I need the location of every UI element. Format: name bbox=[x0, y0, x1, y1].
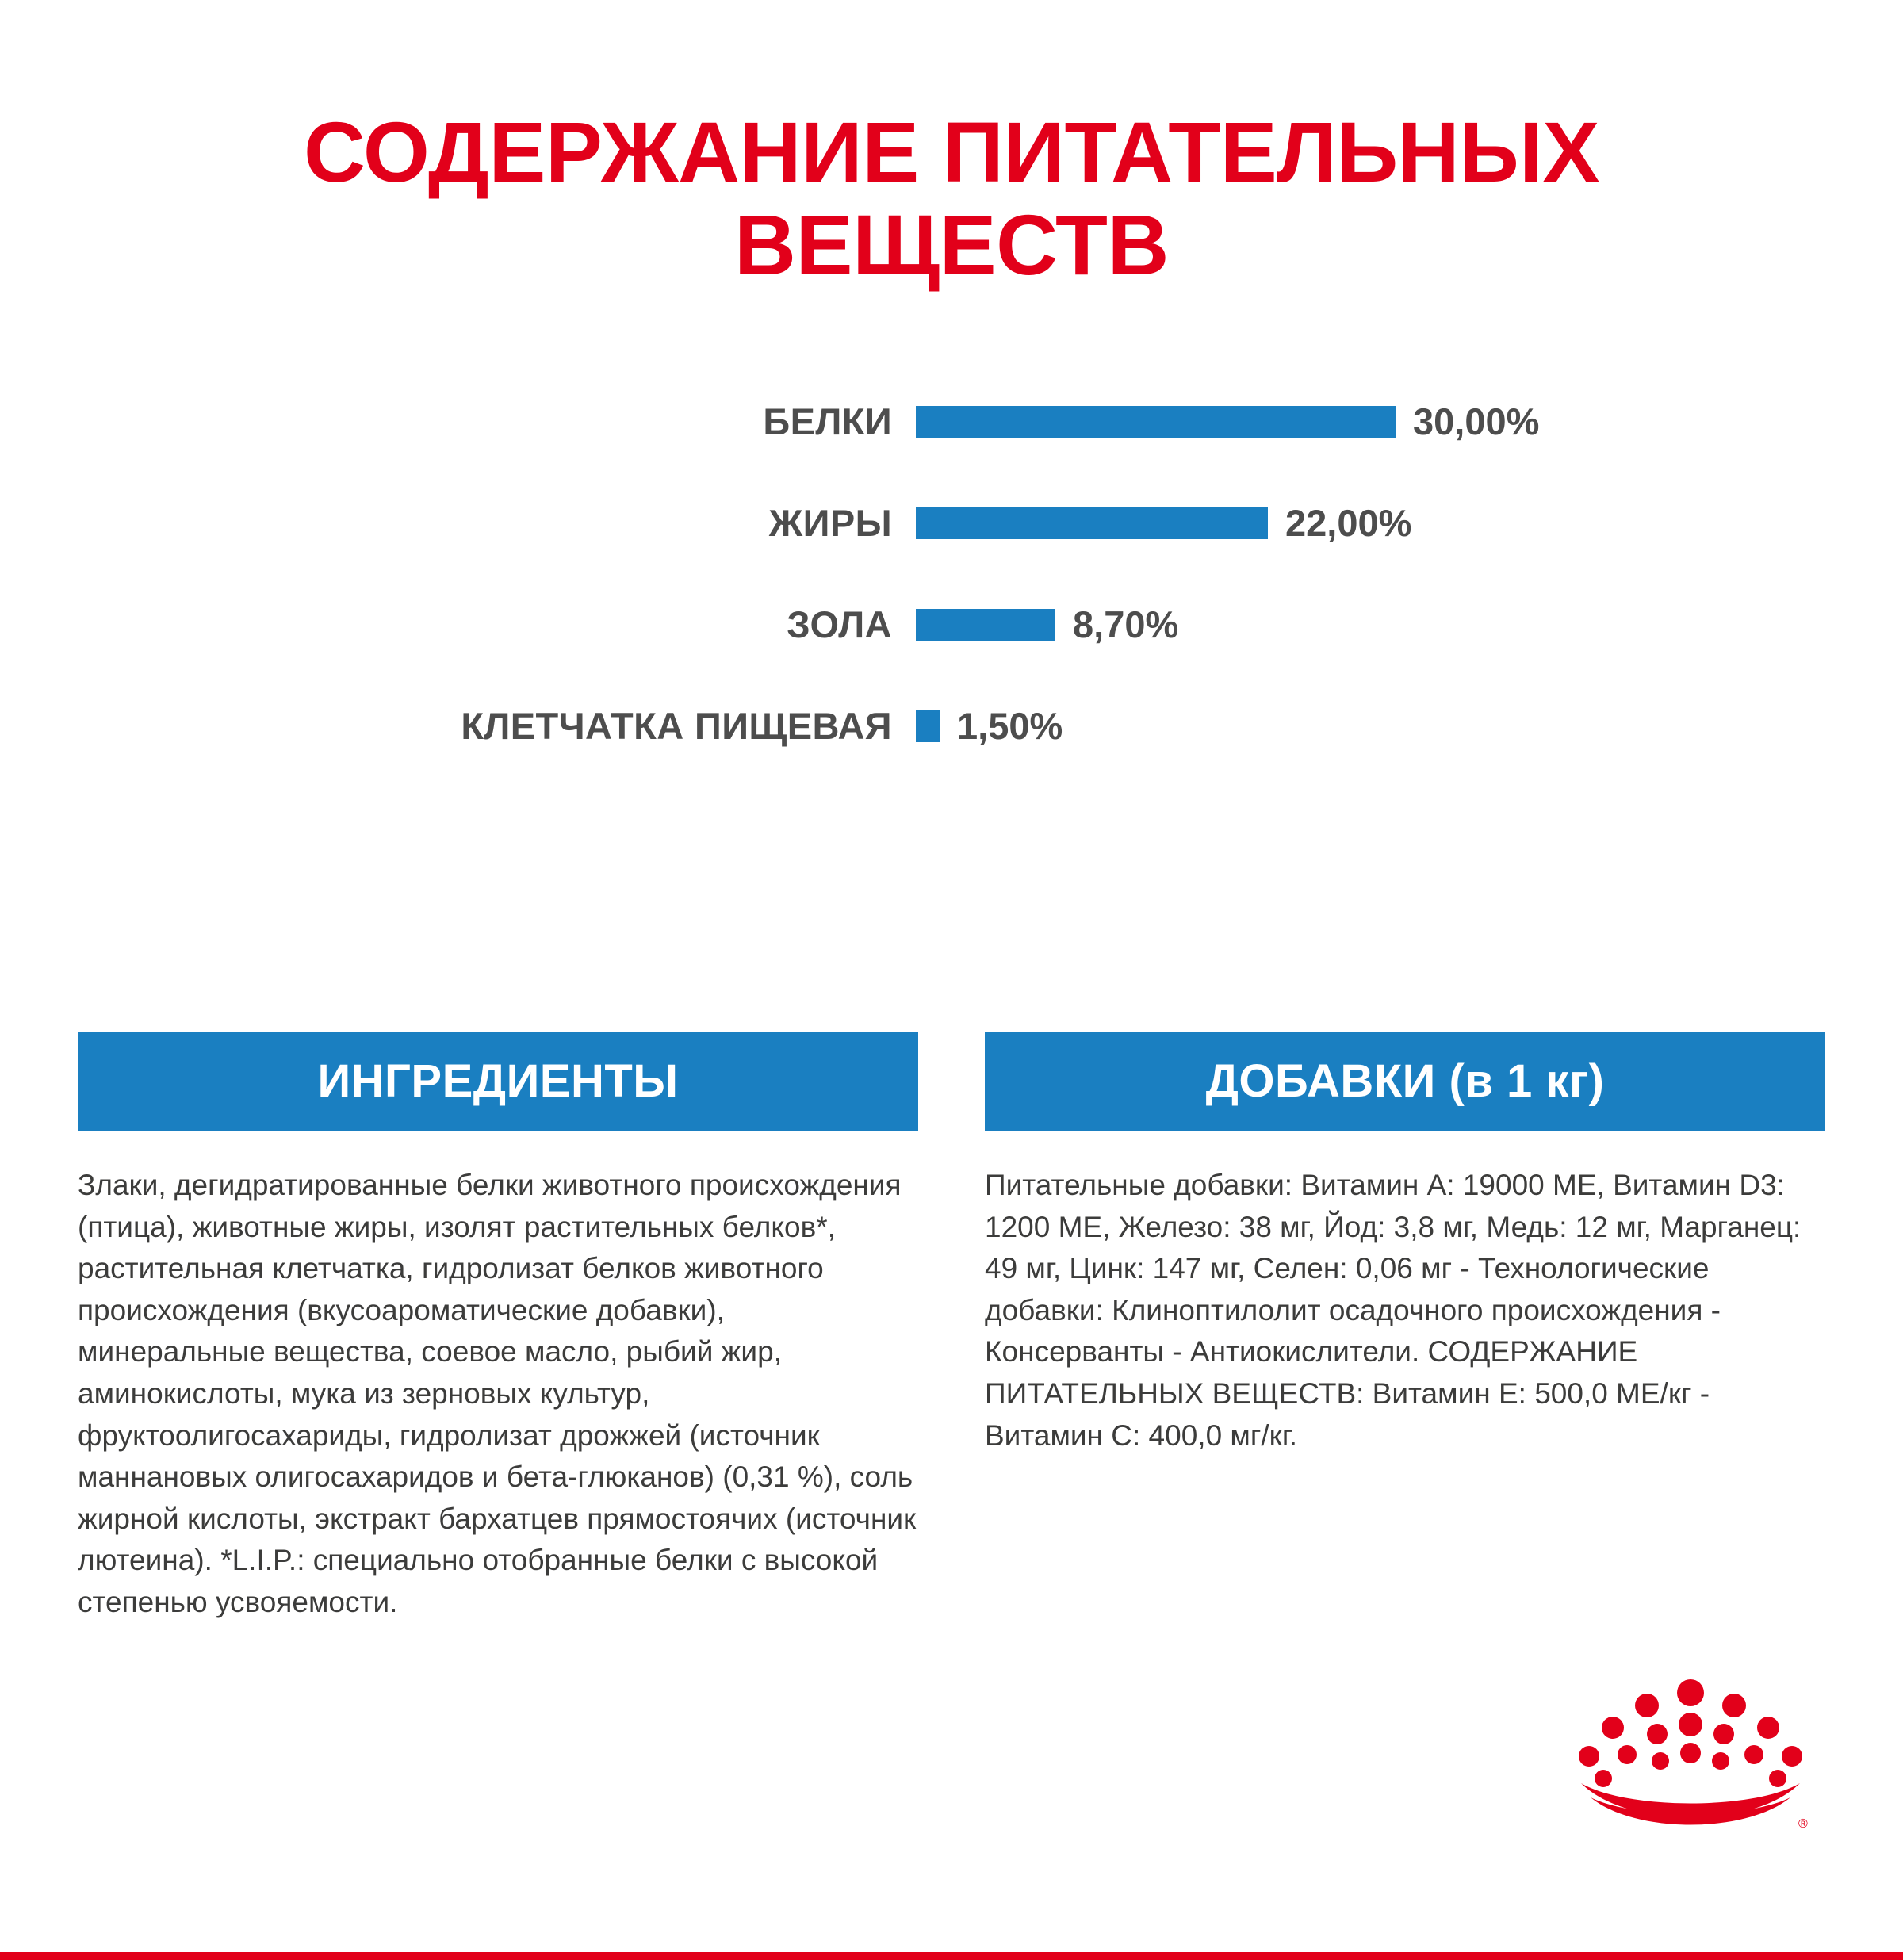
chart-value-ash: 8,70% bbox=[1073, 603, 1179, 646]
chart-label-ash: ЗОЛА bbox=[787, 603, 892, 646]
registered-mark: ® bbox=[1798, 1817, 1808, 1832]
additives-text: Питательные добавки: Витамин А: 19000 МЕ, Витамин D3: 1200 МЕ, Железо: 38 мг, Йод: 3,8 мг, Медь: 12 мг, Марганец: 49 мг, Цинк: 147 мг, Селен: 0,06 мг - Технологические добавки: Клиноптилолит осадочного происхождения - Консерванты - Антиокислители. СОДЕРЖАНИЕ ПИТАТЕЛЬНЫХ ВЕЩЕСТВ: Витамин Е: 500,0 МЕ/кг - Витамин С: 400,0 мг/кг. bbox=[985, 1169, 1802, 1452]
ingredients-body bbox=[78, 1165, 918, 1623]
page-title: СОДЕРЖАНИЕ ПИТАТЕЛЬНЫХ ВЕЩЕСТВ bbox=[304, 104, 1599, 293]
additives-column bbox=[985, 1032, 1825, 1623]
chart-label-fiber: КЛЕТЧАТКА ПИЩЕВАЯ bbox=[461, 705, 892, 748]
chart-label-protein: БЕЛКИ bbox=[763, 400, 892, 443]
chart-track bbox=[916, 400, 1903, 443]
additives-body bbox=[985, 1165, 1825, 1457]
chart-bar-ash bbox=[916, 609, 1055, 641]
additives-header: ДОБАВКИ (в 1 кг) bbox=[985, 1032, 1825, 1131]
chart-track bbox=[916, 603, 1903, 646]
chart-row bbox=[0, 676, 1903, 777]
ingredients-header: ИНГРЕДИЕНТЫ bbox=[78, 1032, 918, 1131]
info-columns bbox=[0, 1032, 1903, 1623]
nutrient-bar-chart bbox=[0, 371, 1903, 777]
chart-label-fat: ЖИРЫ bbox=[768, 502, 892, 545]
chart-row bbox=[0, 574, 1903, 676]
chart-value-fiber: 1,50% bbox=[957, 705, 1063, 748]
ingredients-column bbox=[78, 1032, 918, 1623]
bottom-red-rule bbox=[0, 1952, 1903, 1960]
chart-bar-fat bbox=[916, 507, 1268, 539]
chart-value-protein: 30,00% bbox=[1413, 400, 1540, 443]
chart-bar-fiber bbox=[916, 710, 940, 742]
chart-track bbox=[916, 501, 1903, 545]
chart-row bbox=[0, 473, 1903, 574]
chart-track bbox=[916, 704, 1903, 748]
royal-canin-logo bbox=[1572, 1679, 1809, 1837]
chart-bar-protein bbox=[916, 406, 1396, 438]
chart-row bbox=[0, 371, 1903, 473]
ingredients-text: Злаки, дегидратированные белки животного происхождения (птица), животные жиры, изолят растительных белков*, растительная клетчатка, гидролизат белков животного происхождения (вкусоароматические добавки), минеральные вещества, соевое масло, рыбий жир, аминокислоты, мука из зерновых культур, фруктоолигосахариды, гидролизат дрожжей (источник маннановых олигосахаридов и бета-глюканов) (0,31 %), соль жирной кислоты, экстракт бархатцев прямостоячих (источник лютеина). *L.I.P.: специально отобранные белки с высокой степенью усвояемости. bbox=[78, 1169, 917, 1618]
nutritional-content-page bbox=[0, 57, 1903, 1960]
chart-value-fat: 22,00% bbox=[1285, 502, 1412, 545]
